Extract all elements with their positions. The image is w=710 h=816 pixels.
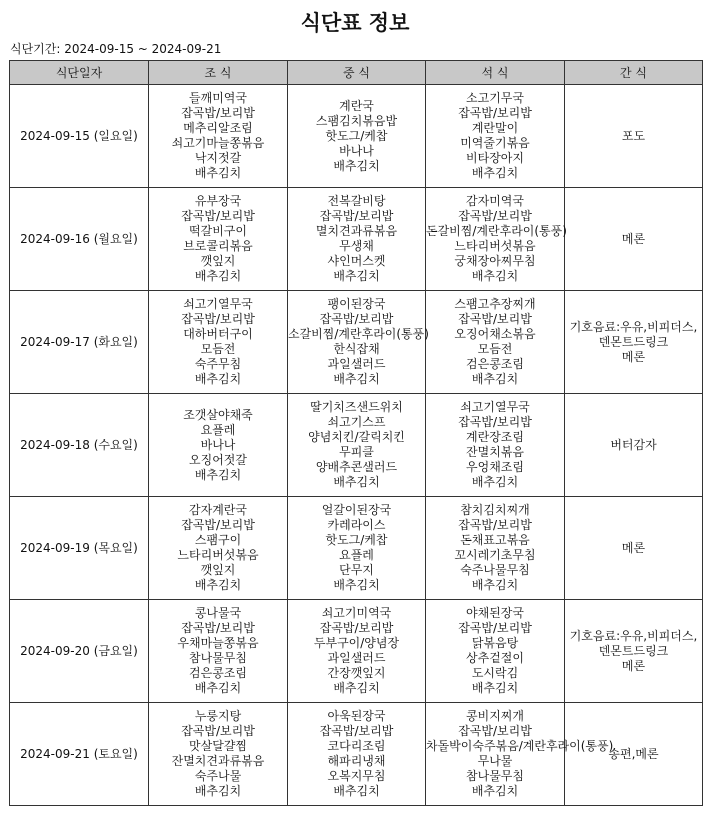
menu-item: 숙주무침 (194, 357, 242, 371)
menu-item: 맛살달걀찜 (189, 739, 247, 753)
table-row (10, 394, 703, 497)
menu-item: 배추김치 (471, 784, 519, 798)
menu-item: 꼬시레기초무침 (454, 548, 536, 562)
breakfast-cell (149, 497, 288, 600)
menu-item: 코다리조림 (327, 739, 386, 753)
menu-item: 메론 (621, 658, 646, 673)
menu-item: 비타장아지 (466, 151, 524, 165)
menu-item: 잡곡밥/보리밥 (458, 724, 532, 738)
menu-item: 양념치킨/갈릭치킨 (308, 430, 405, 444)
snack-cell (565, 188, 703, 291)
menu-item: 참치김치찌개 (460, 503, 530, 517)
menu-item: 계란말이 (471, 121, 519, 135)
menu-item: 들깨미역국 (189, 91, 247, 105)
menu-item: 배추김치 (194, 372, 242, 386)
menu-item: 배추김치 (471, 166, 519, 180)
menu-item: 돈갈비찜/계란후라이(통풍) (426, 224, 567, 238)
meal-date: 2024-09-20 (금요일) (10, 600, 149, 703)
menu-item: 멸치견과류볶음 (315, 224, 398, 238)
menu-item: 계란국 (339, 98, 374, 113)
menu-item: 조갯살야채죽 (183, 407, 253, 422)
menu-item: 잡곡밥/보리밥 (458, 415, 532, 429)
meal-period: 식단기간: 2024-09-15 ~ 2024-09-21 (10, 42, 222, 56)
menu-item: 간장깻잎지 (327, 666, 386, 680)
menu-item: 잡곡밥/보리밥 (181, 312, 255, 326)
table-header-row (10, 61, 703, 85)
menu-item: 소갈비찜/계란후라이(통풍) (288, 327, 429, 341)
menu-item: 잡곡밥/보리밥 (181, 621, 255, 635)
menu-item: 배추김치 (333, 372, 380, 386)
breakfast-cell (149, 188, 288, 291)
menu-item: 배추김치 (471, 578, 519, 592)
dinner-cell (426, 394, 565, 497)
menu-item: 쇠고기마늘쫑볶음 (171, 136, 265, 150)
meal-date: 2024-09-17 (화요일) (10, 291, 149, 394)
menu-item: 검은콩조림 (189, 666, 247, 680)
menu-item: 배추김치 (194, 166, 242, 180)
menu-item: 숙주나물무침 (460, 563, 530, 577)
menu-item: 한식잡채 (333, 342, 380, 356)
menu-item: 깻잎지 (200, 254, 236, 268)
menu-item: 닭볶음탕 (471, 636, 519, 650)
menu-item: 바나나 (200, 437, 236, 452)
menu-item: 잡곡밥/보리밥 (319, 209, 394, 223)
menu-item: 스팸구이 (194, 533, 242, 547)
menu-item: 스팸고추장찌개 (454, 297, 536, 311)
menu-item: 콩비지찌개 (466, 709, 524, 723)
menu-item: 잡곡밥/보리밥 (458, 106, 532, 120)
snack-cell (565, 394, 703, 497)
menu-item: 누룽지탕 (194, 709, 242, 723)
menu-item: 포도 (621, 128, 646, 143)
menu-item: 핫도그/케찹 (325, 128, 388, 143)
menu-item: 배추김치 (471, 681, 519, 695)
menu-item: 팽이된장국 (327, 297, 386, 311)
menu-item: 잔멸치견과류볶음 (171, 754, 265, 768)
meal-date: 2024-09-15 (일요일) (10, 85, 149, 188)
menu-item: 배추김치 (194, 681, 242, 695)
header-dinner: 석 식 (426, 61, 565, 85)
menu-item: 잡곡밥/보리밥 (458, 518, 532, 532)
dinner-cell (426, 291, 565, 394)
menu-item: 송편,메론 (608, 746, 659, 761)
menu-item: 깻잎지 (200, 563, 236, 577)
menu-item: 잡곡밥/보리밥 (319, 312, 394, 326)
menu-item: 숙주나물 (194, 769, 242, 783)
menu-item: 오복지무침 (327, 769, 386, 783)
menu-item: 덴몬트드링크 (598, 334, 669, 349)
snack-cell (565, 703, 703, 806)
menu-item: 딸기치즈샌드위치 (310, 400, 403, 414)
breakfast-cell (149, 703, 288, 806)
page-title: 식단표 정보 (300, 11, 410, 35)
menu-item: 계란장조림 (466, 430, 524, 444)
menu-item: 핫도그/케찹 (325, 533, 388, 547)
menu-item: 유부장국 (194, 194, 242, 208)
menu-item: 느타리버섯볶음 (177, 548, 259, 562)
menu-item: 아욱된장국 (327, 709, 386, 723)
menu-item: 얼갈이된장국 (321, 503, 392, 517)
lunch-cell (288, 703, 426, 806)
lunch-cell (288, 394, 426, 497)
menu-item: 메론 (621, 231, 646, 246)
menu-item: 요플레 (339, 548, 374, 562)
header-date: 식단일자 (10, 61, 149, 85)
menu-item: 브로콜리볶음 (183, 239, 253, 253)
dinner-cell (426, 703, 614, 806)
table-row (10, 703, 703, 806)
dinner-cell (426, 600, 565, 703)
menu-item: 무피클 (339, 445, 374, 459)
menu-item: 감자계란국 (189, 503, 247, 517)
meal-date: 2024-09-18 (수요일) (10, 394, 149, 497)
menu-item: 무나물 (477, 754, 513, 768)
breakfast-cell (149, 85, 288, 188)
meal-date: 2024-09-21 (토요일) (10, 703, 149, 806)
menu-item: 버터감자 (610, 437, 657, 452)
menu-item: 콩나물국 (194, 606, 242, 620)
lunch-cell (288, 600, 426, 703)
menu-item: 두부구이/양념장 (313, 636, 400, 650)
menu-item: 모듬전 (477, 342, 513, 356)
header-snack: 간 식 (565, 61, 703, 85)
header-lunch: 중 식 (288, 61, 426, 85)
menu-item: 배추김치 (471, 475, 519, 489)
menu-item: 배추김치 (194, 467, 242, 482)
menu-item: 단무지 (339, 563, 374, 577)
menu-item: 전복갈비탕 (327, 194, 386, 208)
menu-item: 배추김치 (333, 578, 380, 592)
menu-item: 떡갈비구이 (189, 224, 247, 238)
menu-item: 배추김치 (333, 269, 380, 283)
breakfast-cell (149, 394, 288, 497)
menu-item: 대하버터구이 (183, 327, 253, 341)
menu-item: 소고기무국 (466, 91, 524, 105)
menu-item: 양배추콘샐러드 (315, 460, 398, 474)
menu-item: 덴몬트드링크 (598, 643, 669, 658)
menu-item: 쇠고기열무국 (460, 400, 530, 414)
menu-item: 궁채장아찌무침 (454, 254, 536, 268)
menu-item: 쇠고기열무국 (183, 297, 253, 311)
table-row (10, 291, 703, 394)
menu-item: 배추김치 (471, 372, 519, 386)
snack-cell (565, 497, 703, 600)
menu-item: 잡곡밥/보리밥 (458, 312, 532, 326)
menu-item: 검은콩조림 (466, 357, 524, 371)
table-row (10, 85, 703, 188)
breakfast-cell (149, 600, 288, 703)
dinner-cell (426, 188, 565, 291)
menu-item: 참나물무침 (189, 651, 247, 665)
menu-item: 배추김치 (194, 269, 242, 283)
menu-item: 무생채 (339, 239, 374, 253)
menu-item: 배추김치 (333, 784, 380, 798)
meal-table (9, 60, 703, 806)
menu-item: 도시락김 (471, 666, 519, 680)
table-row (10, 188, 703, 291)
breakfast-cell (149, 291, 288, 394)
menu-item: 배추김치 (194, 784, 242, 798)
table-row (10, 600, 703, 703)
table-body (10, 85, 703, 806)
menu-item: 야채된장국 (466, 606, 524, 620)
menu-item: 차돌박이숙주볶음/계란후라이(통풍) (426, 739, 614, 753)
dinner-cell (426, 497, 565, 600)
menu-item: 감자미역국 (466, 194, 524, 208)
menu-item: 메추리알조림 (183, 121, 253, 135)
menu-item: 잡곡밥/보리밥 (458, 621, 532, 635)
menu-item: 배추김치 (194, 578, 242, 592)
menu-item: 낙지젓갈 (194, 151, 242, 165)
menu-item: 기호음료:우유,비피더스, (569, 319, 698, 334)
meal-date: 2024-09-19 (목요일) (10, 497, 149, 600)
menu-item: 잡곡밥/보리밥 (181, 518, 255, 532)
menu-item: 잡곡밥/보리밥 (458, 209, 532, 223)
menu-item: 해파리냉채 (327, 754, 386, 768)
menu-item: 배추김치 (471, 269, 519, 283)
menu-item: 요플레 (200, 422, 236, 437)
menu-item: 미역줄기볶음 (460, 136, 530, 150)
snack-cell (565, 600, 703, 703)
menu-item: 잡곡밥/보리밥 (319, 621, 394, 635)
menu-item: 메론 (621, 540, 646, 555)
menu-item: 우채마늘쫑볶음 (177, 636, 259, 650)
menu-item: 스팸김치볶음밥 (315, 113, 398, 128)
menu-item: 배추김치 (333, 681, 380, 695)
menu-item: 쇠고기스프 (327, 415, 386, 429)
menu-item: 돈채표고볶음 (460, 533, 530, 547)
menu-item: 우엉채조림 (466, 460, 524, 474)
menu-item: 메론 (621, 349, 646, 364)
snack-cell (565, 291, 703, 394)
menu-item: 잡곡밥/보리밥 (181, 106, 255, 120)
table-row (10, 497, 703, 600)
menu-item: 과일샐러드 (327, 651, 386, 665)
menu-item: 참나물무침 (466, 769, 524, 783)
menu-item: 배추김치 (333, 158, 380, 173)
menu-item: 오징어젓갈 (189, 452, 247, 467)
menu-item: 모듬전 (200, 342, 236, 356)
menu-item: 잔멸치볶음 (466, 445, 524, 459)
lunch-cell (288, 291, 429, 394)
menu-item: 배추김치 (333, 475, 380, 489)
menu-item: 잡곡밥/보리밥 (181, 724, 255, 738)
menu-item: 바나나 (339, 143, 374, 158)
menu-item: 상추겉절이 (466, 651, 524, 665)
menu-item: 기호음료:우유,비피더스, (569, 628, 698, 643)
lunch-cell (288, 85, 426, 188)
menu-item: 잡곡밥/보리밥 (181, 209, 255, 223)
menu-item: 느타리버섯볶음 (454, 239, 536, 253)
menu-item: 샤인머스켓 (327, 254, 386, 268)
dinner-cell (426, 85, 565, 188)
menu-item: 오징어채소볶음 (454, 327, 536, 341)
menu-item: 과일샐러드 (327, 357, 386, 371)
menu-item: 잡곡밥/보리밥 (319, 724, 394, 738)
lunch-cell (288, 188, 426, 291)
lunch-cell (288, 497, 426, 600)
header-breakfast: 조 식 (149, 61, 288, 85)
meal-date: 2024-09-16 (월요일) (10, 188, 149, 291)
snack-cell (565, 85, 703, 188)
menu-item: 쇠고기미역국 (321, 606, 392, 620)
menu-item: 카레라이스 (327, 518, 386, 532)
